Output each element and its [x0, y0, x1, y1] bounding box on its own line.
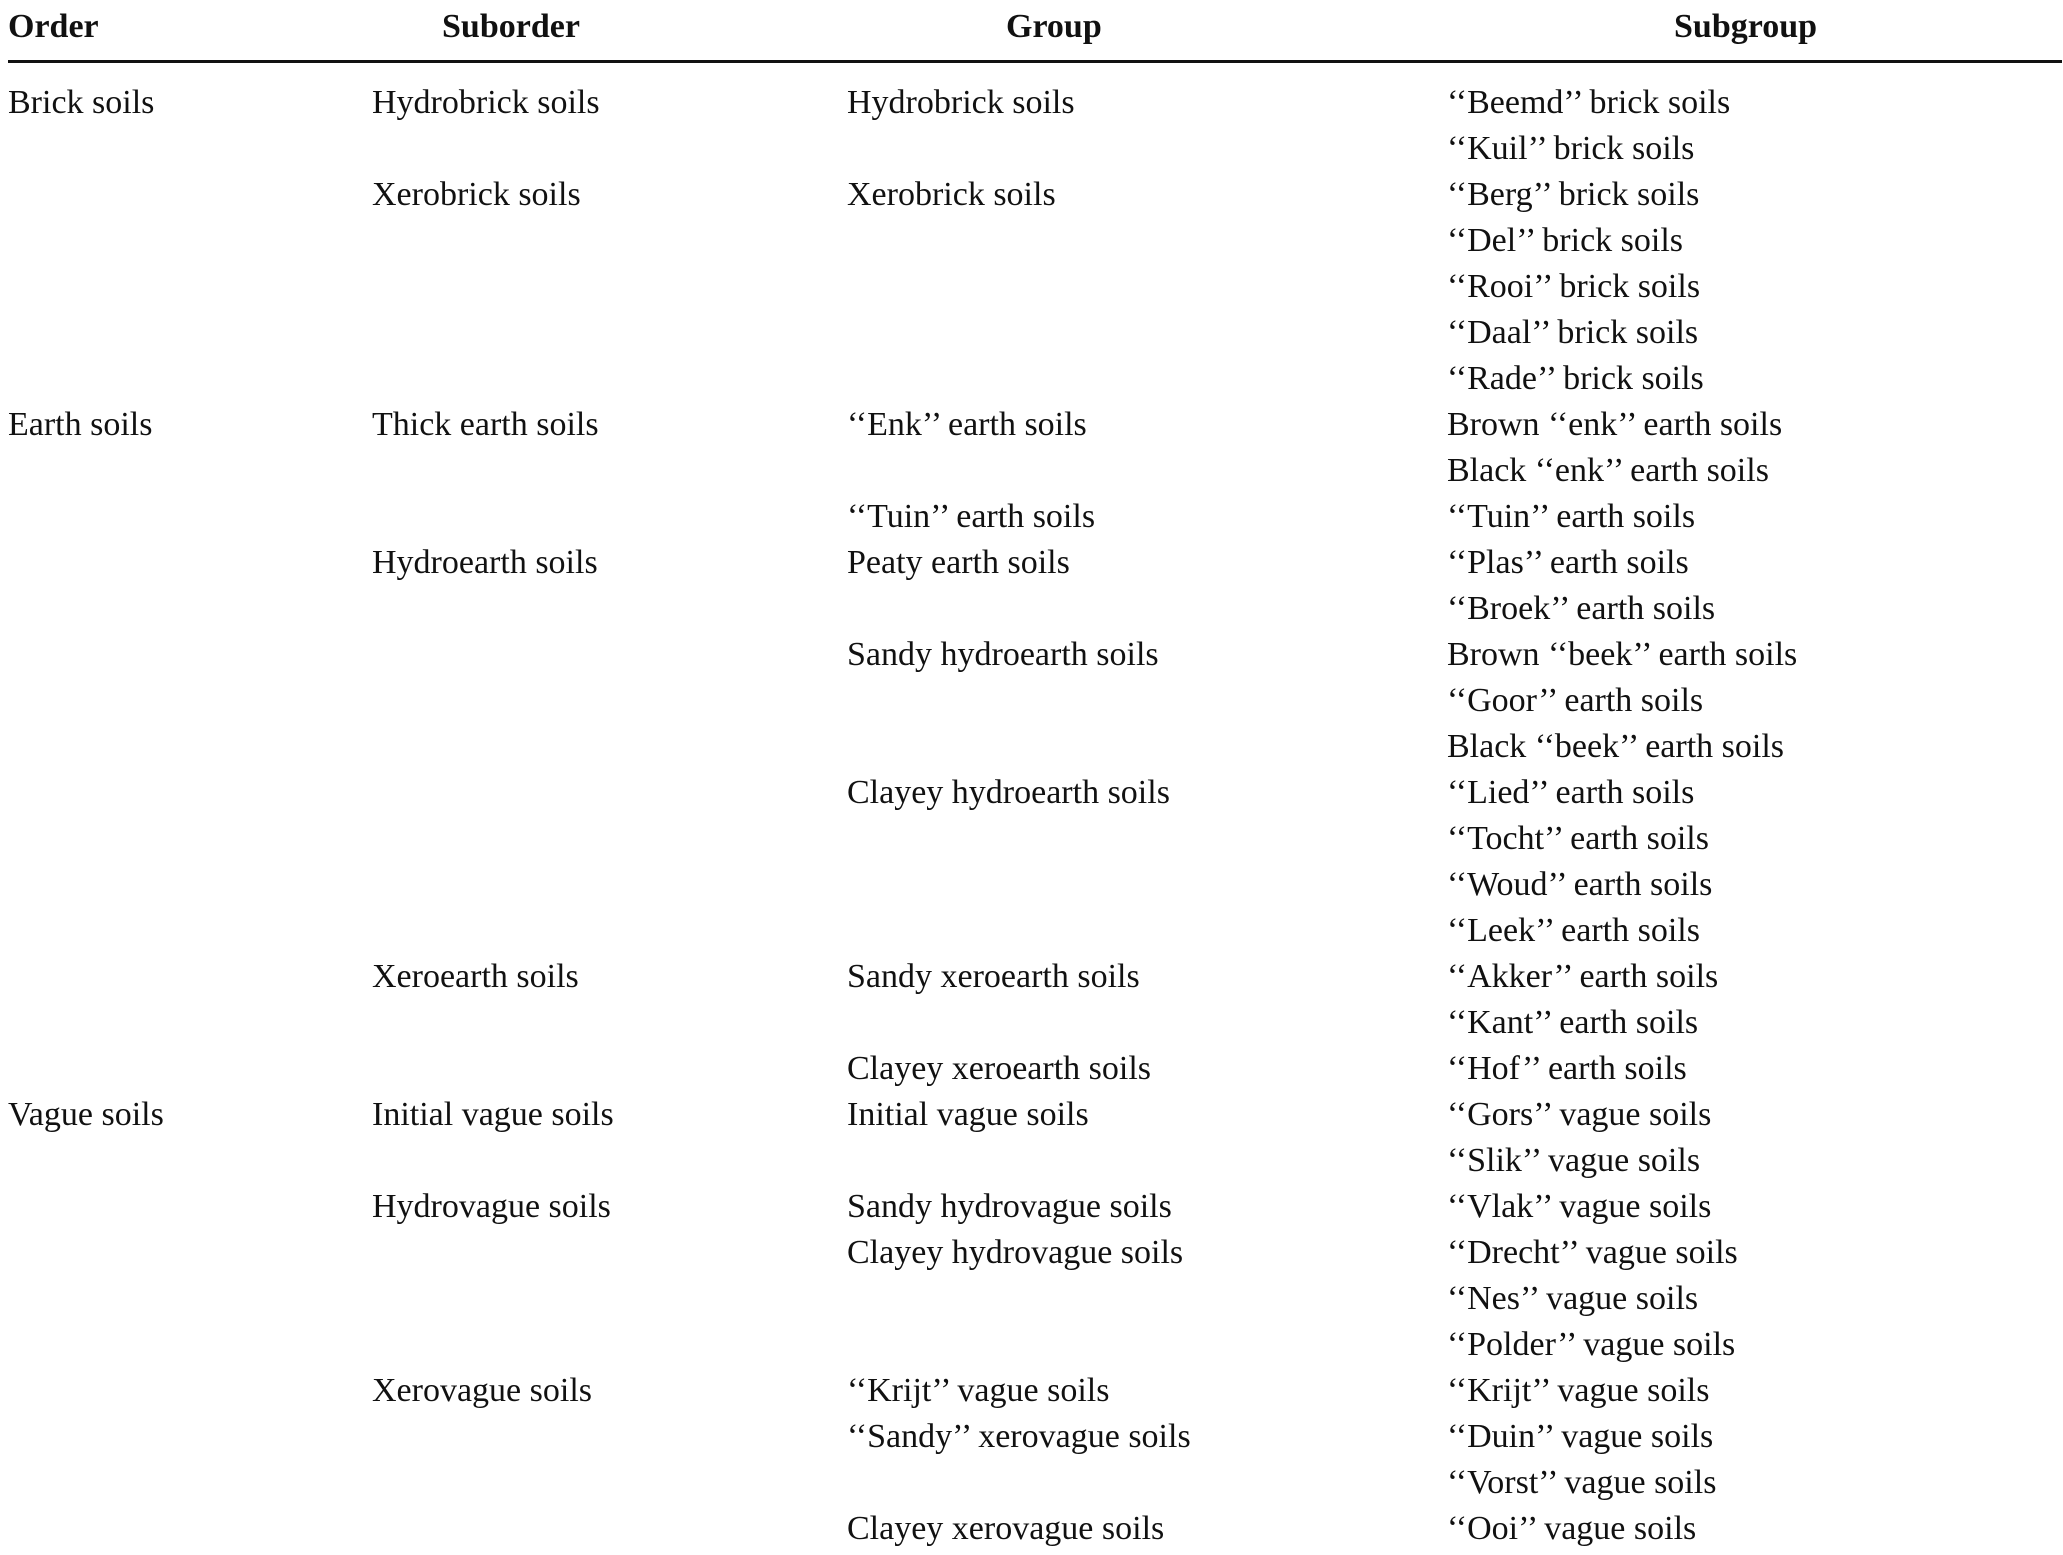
table-row [0, 1368, 2063, 1414]
header-subgroup: Subgroup [1674, 8, 1818, 45]
table-row [0, 172, 2063, 218]
cell-subgroup: ‘‘Berg’’ brick soils [1447, 176, 1700, 213]
cell-subgroup: Black ‘‘enk’’ earth soils [1447, 452, 1769, 489]
cell-group: Hydrobrick soils [847, 84, 1075, 121]
table-row [0, 632, 2063, 678]
table-row [0, 816, 2063, 862]
cell-subgroup: ‘‘Drecht’’ vague soils [1447, 1234, 1738, 1271]
cell-subgroup: ‘‘Duin’’ vague soils [1447, 1418, 1714, 1455]
table-row [0, 80, 2063, 126]
cell-subgroup: ‘‘Leek’’ earth soils [1447, 912, 1700, 949]
table-row [0, 540, 2063, 586]
cell-subgroup: ‘‘Vorst’’ vague soils [1447, 1464, 1717, 1501]
table-row [0, 1506, 2063, 1552]
table-header [0, 0, 2063, 62]
cell-subgroup: ‘‘Akker’’ earth soils [1447, 958, 1719, 995]
cell-order: Vague soils [8, 1096, 164, 1133]
cell-suborder: Xerobrick soils [372, 176, 581, 213]
table-row [0, 1414, 2063, 1460]
cell-suborder: Thick earth soils [372, 406, 599, 443]
table-row [0, 1322, 2063, 1368]
cell-group: Clayey hydroearth soils [847, 774, 1170, 811]
cell-subgroup: ‘‘Ooi’’ vague soils [1447, 1510, 1697, 1547]
cell-subgroup: ‘‘Rooi’’ brick soils [1447, 268, 1701, 305]
cell-subgroup: ‘‘Nes’’ vague soils [1447, 1280, 1699, 1317]
cell-subgroup: ‘‘Rade’’ brick soils [1447, 360, 1704, 397]
cell-suborder: Hydrobrick soils [372, 84, 600, 121]
cell-subgroup: Brown ‘‘enk’’ earth soils [1447, 406, 1783, 443]
cell-subgroup: ‘‘Del’’ brick soils [1447, 222, 1684, 259]
table-row [0, 770, 2063, 816]
cell-subgroup: ‘‘Kant’’ earth soils [1447, 1004, 1699, 1041]
cell-subgroup: ‘‘Polder’’ vague soils [1447, 1326, 1736, 1363]
cell-subgroup: ‘‘Krijt’’ vague soils [1447, 1372, 1710, 1409]
cell-subgroup: ‘‘Goor’’ earth soils [1447, 682, 1704, 719]
table-row [0, 494, 2063, 540]
table-row [0, 448, 2063, 494]
cell-order: Brick soils [8, 84, 155, 121]
table-row [0, 908, 2063, 954]
cell-group: ‘‘Sandy’’ xerovague soils [847, 1418, 1191, 1455]
cell-subgroup: ‘‘Tocht’’ earth soils [1447, 820, 1709, 857]
cell-group: Xerobrick soils [847, 176, 1056, 213]
header-group: Group [1006, 8, 1102, 45]
table-row [0, 954, 2063, 1000]
table-row [0, 126, 2063, 172]
cell-group: Sandy hydrovague soils [847, 1188, 1172, 1225]
cell-suborder: Initial vague soils [372, 1096, 614, 1133]
table-row [0, 1460, 2063, 1506]
cell-subgroup: ‘‘Plas’’ earth soils [1447, 544, 1689, 581]
cell-group: Sandy hydroearth soils [847, 636, 1159, 673]
cell-group: Peaty earth soils [847, 544, 1070, 581]
cell-group: Clayey hydrovague soils [847, 1234, 1184, 1271]
cell-suborder: Hydrovague soils [372, 1188, 611, 1225]
cell-subgroup: ‘‘Beemd’’ brick soils [1447, 84, 1731, 121]
header-order: Order [8, 8, 99, 45]
table-row [0, 1000, 2063, 1046]
table-row [0, 1138, 2063, 1184]
cell-suborder: Xerovague soils [372, 1372, 593, 1409]
cell-subgroup: ‘‘Broek’’ earth soils [1447, 590, 1716, 627]
table-row [0, 1276, 2063, 1322]
cell-group: Clayey xeroearth soils [847, 1050, 1152, 1087]
table-row [0, 724, 2063, 770]
cell-subgroup: ‘‘Tuin’’ earth soils [1447, 498, 1696, 535]
table-row [0, 1046, 2063, 1092]
cell-subgroup: ‘‘Daal’’ brick soils [1447, 314, 1699, 351]
cell-group: ‘‘Tuin’’ earth soils [847, 498, 1096, 535]
table-row [0, 218, 2063, 264]
cell-group: ‘‘Enk’’ earth soils [847, 406, 1087, 443]
cell-group: Sandy xeroearth soils [847, 958, 1140, 995]
cell-subgroup: ‘‘Slik’’ vague soils [1447, 1142, 1701, 1179]
cell-suborder: Xeroearth soils [372, 958, 579, 995]
table-row [0, 402, 2063, 448]
cell-suborder: Hydroearth soils [372, 544, 598, 581]
cell-subgroup: ‘‘Gors’’ vague soils [1447, 1096, 1712, 1133]
cell-subgroup: ‘‘Hof’’ earth soils [1447, 1050, 1687, 1087]
table-row [0, 862, 2063, 908]
table-row [0, 356, 2063, 402]
table-row [0, 310, 2063, 356]
table-row [0, 264, 2063, 310]
cell-subgroup: ‘‘Vlak’’ vague soils [1447, 1188, 1712, 1225]
cell-group: ‘‘Krijt’’ vague soils [847, 1372, 1110, 1409]
cell-subgroup: Black ‘‘beek’’ earth soils [1447, 728, 1785, 765]
header-suborder: Suborder [442, 8, 580, 45]
cell-group: Clayey xerovague soils [847, 1510, 1165, 1547]
cell-subgroup: ‘‘Kuil’’ brick soils [1447, 130, 1695, 167]
cell-subgroup: Brown ‘‘beek’’ earth soils [1447, 636, 1798, 673]
table-body [0, 80, 2063, 1552]
cell-subgroup: ‘‘Lied’’ earth soils [1447, 774, 1695, 811]
cell-order: Earth soils [8, 406, 153, 443]
cell-group: Initial vague soils [847, 1096, 1089, 1133]
cell-subgroup: ‘‘Woud’’ earth soils [1447, 866, 1713, 903]
table-row [0, 678, 2063, 724]
table-row [0, 1184, 2063, 1230]
table-row [0, 586, 2063, 632]
table-row [0, 1092, 2063, 1138]
header-rule [8, 60, 2062, 63]
table-row [0, 1230, 2063, 1276]
